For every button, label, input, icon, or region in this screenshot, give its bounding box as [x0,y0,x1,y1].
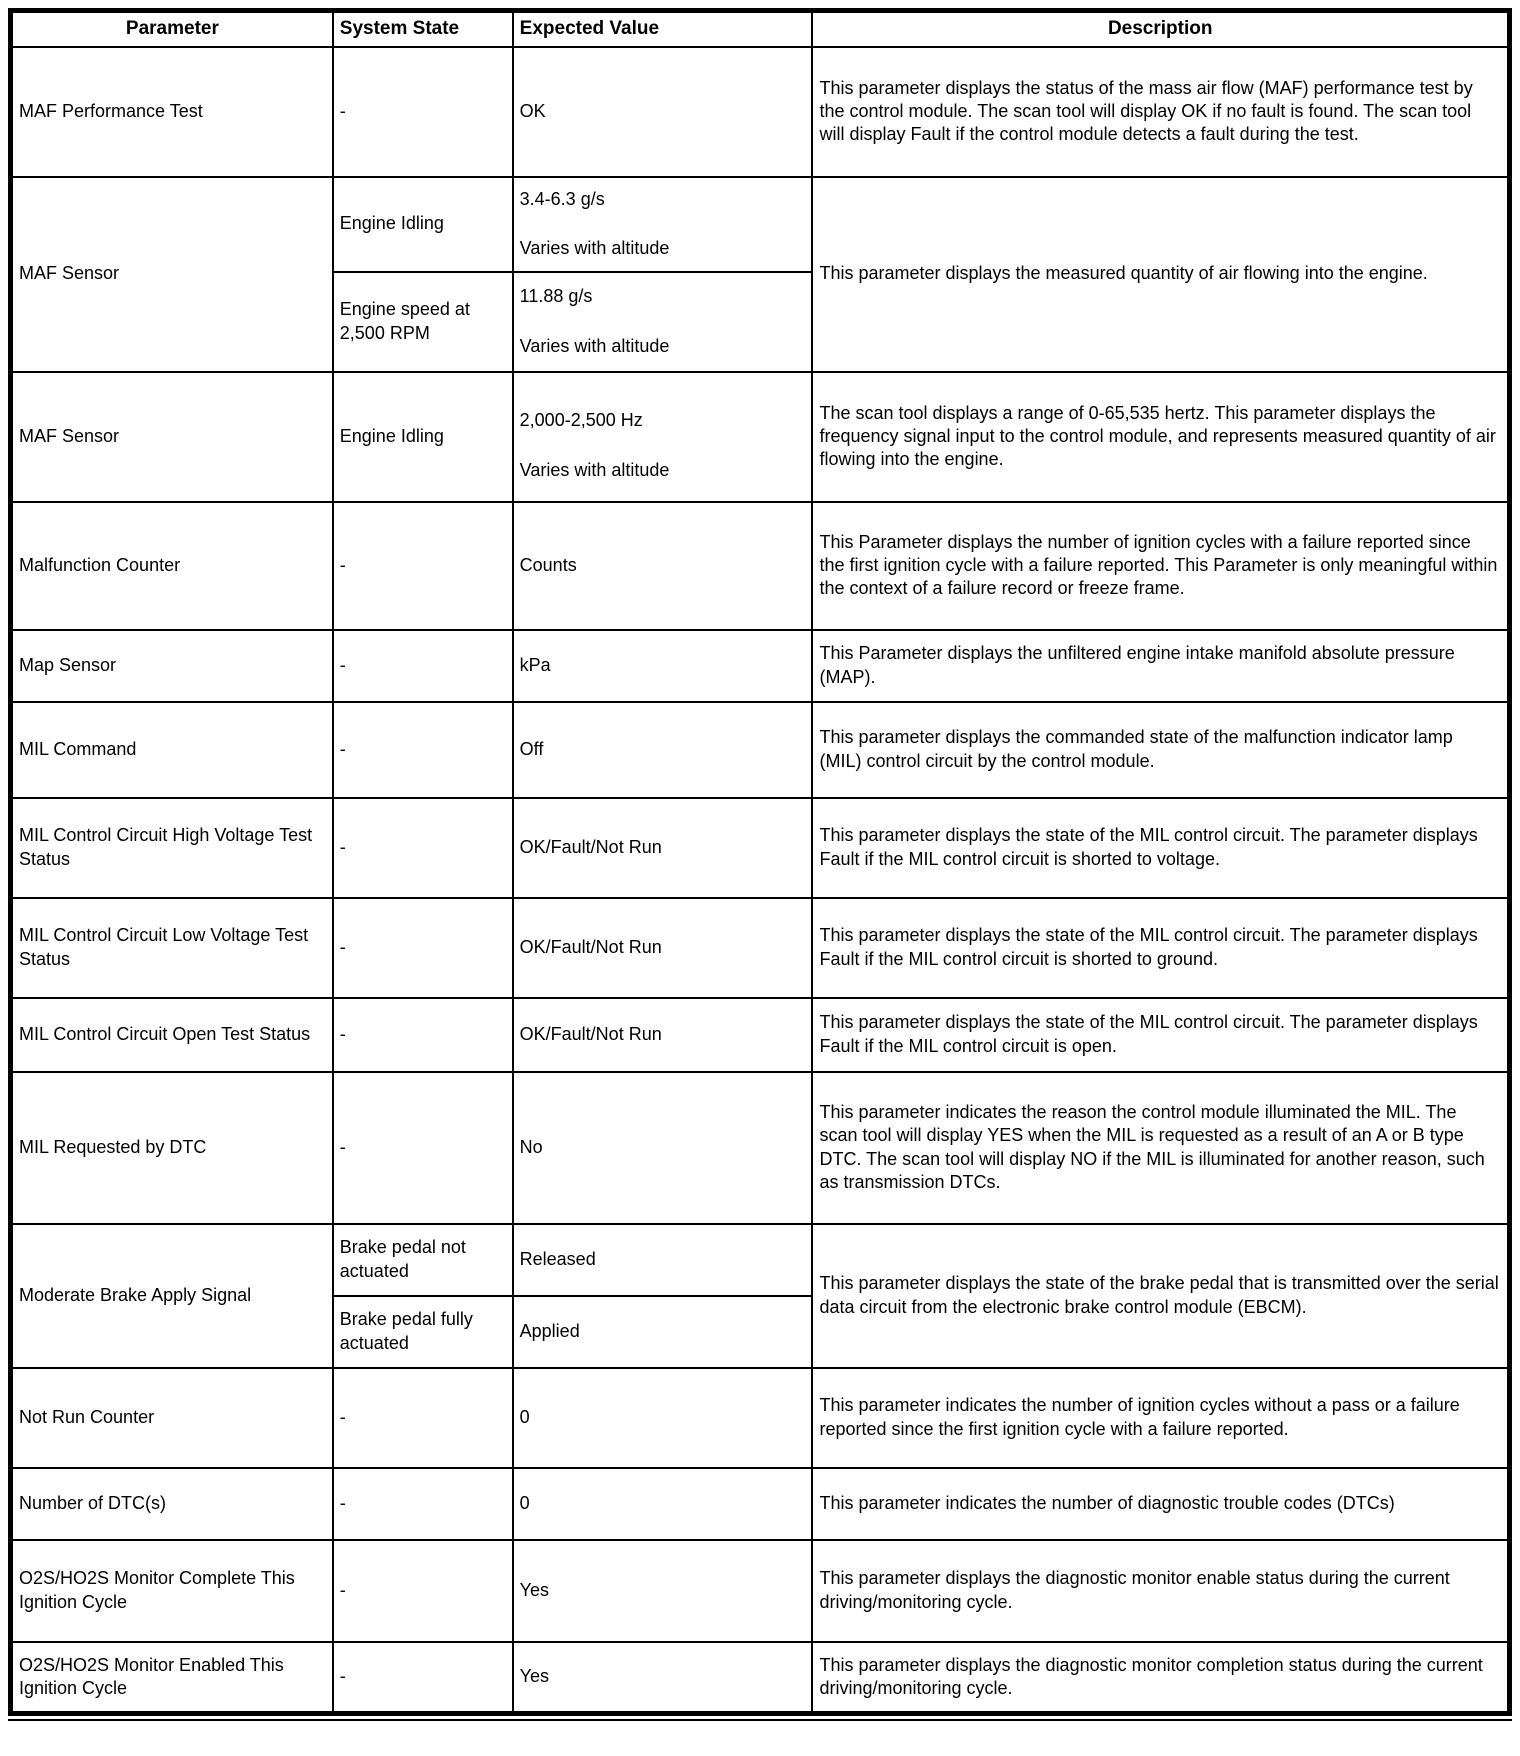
table-row [11,1468,1510,1540]
column-header-expected-value: Expected Value [513,11,813,47]
table-row [11,47,1510,177]
table-row [11,630,1510,702]
system-state-cell: Engine speed at 2,500 RPM [333,272,513,372]
column-header-parameter: Parameter [11,11,333,47]
description-cell: This parameter displays the state of the MIL control circuit. The parameter displays Fault if the MIL control circuit is shorted to voltage. [812,798,1509,898]
parameter-cell: Malfunction Counter [11,502,333,630]
table-row [11,1642,1510,1714]
description-cell: This parameter displays the measured quantity of air flowing into the engine. [812,177,1509,372]
system-state-cell: - [333,1540,513,1642]
expected-value-text: 11.88 g/s [519,286,593,307]
column-header-description: Description [812,11,1509,47]
description-cell: This parameter displays the diagnostic monitor completion status during the current driving/monitoring cycle. [812,1642,1509,1714]
system-state-cell: Brake pedal fully actuated [333,1296,513,1368]
system-state-cell: - [333,898,513,998]
description-cell: This parameter displays the state of the MIL control circuit. The parameter displays Fault if the MIL control circuit is shorted to ground. [812,898,1509,998]
table-row [11,1224,1510,1296]
expected-value-cell [513,272,813,372]
description-cell: The scan tool displays a range of 0-65,535 hertz. This parameter displays the frequency signal input to the control module, and represents measured quantity of air flowing into the engine. [812,372,1509,502]
table-row [11,998,1510,1072]
parameter-cell: MAF Performance Test [11,47,333,177]
system-state-cell: Brake pedal not actuated [333,1224,513,1296]
description-cell: This parameter displays the commanded state of the malfunction indicator lamp (MIL) control circuit by the control module. [812,702,1509,798]
parameter-cell: Map Sensor [11,630,333,702]
expected-value-cell: OK/Fault/Not Run [513,798,813,898]
parameter-cell: O2S/HO2S Monitor Enabled This Ignition Cycle [11,1642,333,1714]
expected-value-cell: kPa [513,630,813,702]
table-bottom-rule [8,1719,1512,1721]
expected-value-note: Varies with altitude [519,335,670,356]
description-cell: This parameter indicates the reason the control module illuminated the MIL. The scan tool will display YES when the MIL is requested as a result of an A or B type DTC. The scan tool will display NO if the MIL is illuminated for another reason, such as transmission DTCs. [812,1072,1509,1224]
system-state-cell: - [333,1468,513,1540]
expected-value-cell [513,177,813,272]
parameter-cell: MIL Control Circuit High Voltage Test Status [11,798,333,898]
parameter-cell: Not Run Counter [11,1368,333,1468]
column-header-system-state: System State [333,11,513,47]
table-row [11,702,1510,798]
expected-value-cell: Yes [513,1642,813,1714]
table-row [11,372,1510,502]
expected-value-text: 3.4-6.3 g/s [519,188,605,209]
description-cell: This Parameter displays the unfiltered engine intake manifold absolute pressure (MAP). [812,630,1509,702]
expected-value-text: 2,000-2,500 Hz [519,410,643,431]
system-state-cell: Engine Idling [333,177,513,272]
expected-value-cell: Yes [513,1540,813,1642]
description-cell: This Parameter displays the number of ignition cycles with a failure reported since the first ignition cycle with a failure reported. This Parameter is only meaningful within the context of a failure record or freeze frame. [812,502,1509,630]
table-row [11,798,1510,898]
system-state-cell: - [333,47,513,177]
description-cell: This parameter displays the state of the MIL control circuit. The parameter displays Fault if the MIL control circuit is open. [812,998,1509,1072]
system-state-cell: - [333,1642,513,1714]
header-row [11,11,1510,47]
expected-value-note: Varies with altitude [519,238,670,258]
parameter-cell: Number of DTC(s) [11,1468,333,1540]
expected-value-note: Varies with altitude [519,459,670,480]
expected-value-cell: 0 [513,1468,813,1540]
expected-value-cell: OK [513,47,813,177]
description-cell: This parameter indicates the number of ignition cycles without a pass or a failure reported since the first ignition cycle with a failure reported. [812,1368,1509,1468]
parameter-cell: O2S/HO2S Monitor Complete This Ignition Cycle [11,1540,333,1642]
expected-value-cell: OK/Fault/Not Run [513,898,813,998]
description-cell: This parameter displays the state of the brake pedal that is transmitted over the serial data circuit from the electronic brake control module (EBCM). [812,1224,1509,1368]
parameter-cell: Moderate Brake Apply Signal [11,1224,333,1368]
expected-value-cell: Off [513,702,813,798]
parameter-cell: MAF Sensor [11,372,333,502]
table-row [11,1368,1510,1468]
system-state-cell: - [333,798,513,898]
expected-value-cell: Applied [513,1296,813,1368]
parameters-table [8,8,1512,1716]
table-row [11,502,1510,630]
expected-value-cell: Released [513,1224,813,1296]
system-state-cell: - [333,1368,513,1468]
parameter-cell: MIL Control Circuit Low Voltage Test Status [11,898,333,998]
table-row [11,898,1510,998]
expected-value-cell: Counts [513,502,813,630]
expected-value-cell: OK/Fault/Not Run [513,998,813,1072]
table-row [11,1540,1510,1642]
parameter-cell: MIL Command [11,702,333,798]
system-state-cell: Engine Idling [333,372,513,502]
description-cell: This parameter displays the diagnostic monitor enable status during the current driving/monitoring cycle. [812,1540,1509,1642]
system-state-cell: - [333,502,513,630]
system-state-cell: - [333,998,513,1072]
system-state-cell: - [333,702,513,798]
table-row [11,177,1510,272]
description-cell: This parameter indicates the number of diagnostic trouble codes (DTCs) [812,1468,1509,1540]
table-row [11,1072,1510,1224]
system-state-cell: - [333,1072,513,1224]
description-cell: This parameter displays the status of the mass air flow (MAF) performance test by the control module. The scan tool will display OK if no fault is found. The scan tool will display Fault if the control module detects a fault during the test. [812,47,1509,177]
expected-value-cell: 0 [513,1368,813,1468]
expected-value-cell: No [513,1072,813,1224]
expected-value-cell [513,372,813,502]
parameter-cell: MIL Control Circuit Open Test Status [11,998,333,1072]
system-state-cell: - [333,630,513,702]
parameter-cell: MAF Sensor [11,177,333,372]
parameter-cell: MIL Requested by DTC [11,1072,333,1224]
